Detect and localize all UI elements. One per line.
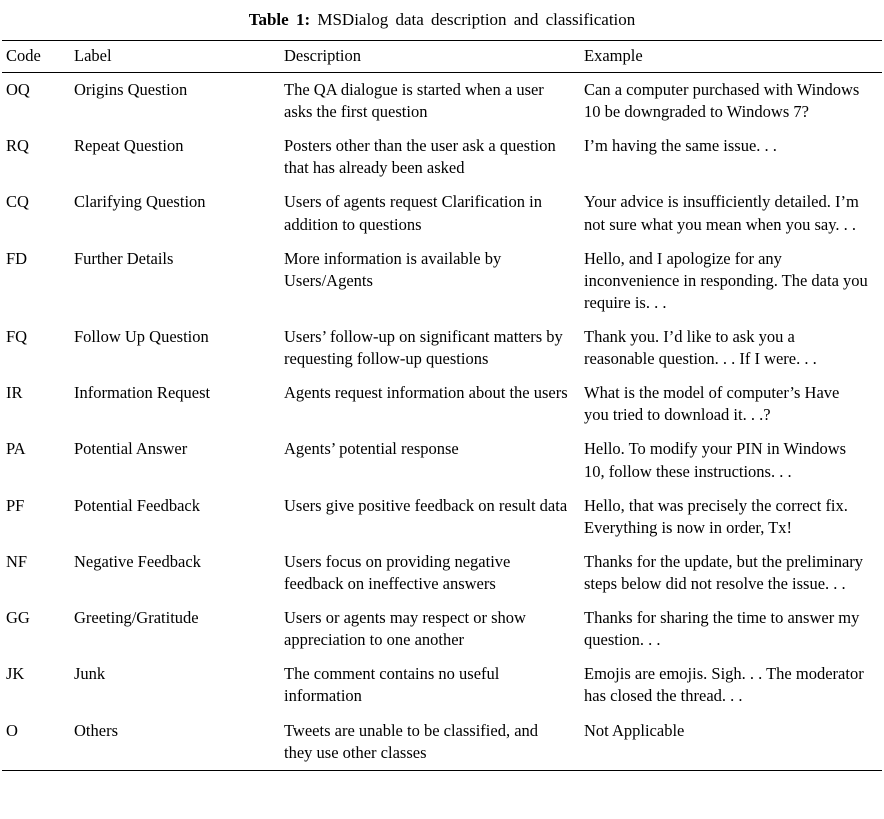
table-row: [2, 129, 882, 185]
cell-description: Agents request information about the users: [284, 383, 568, 403]
cell-example: Hello. To modify your PIN in Windows 10, follow these instructions. . .: [584, 439, 847, 481]
cell-label: Negative Feedback: [74, 551, 201, 571]
cell-code: IR: [6, 383, 23, 403]
cell-description: Users focus on providing negative feedback on ineffective answers: [284, 551, 511, 593]
table-row: [2, 320, 882, 376]
cell-description: Posters other than the user ask a question that has already been asked: [284, 136, 556, 178]
cell-example: I’m having the same issue. . .: [584, 136, 777, 156]
cell-code: FD: [6, 248, 28, 268]
cell-code: NF: [6, 551, 28, 571]
cell-label: Clarifying Question: [74, 192, 206, 212]
table-header-row: [2, 41, 882, 73]
cell-code: PA: [6, 439, 26, 459]
cell-label: Follow Up Question: [74, 326, 209, 346]
cell-code: FQ: [6, 326, 28, 346]
cell-description: Users or agents may respect or show appreciation to one another: [284, 608, 526, 650]
cell-description: Agents’ potential response: [284, 439, 459, 459]
cell-label: Others: [74, 720, 118, 740]
classification-table: [2, 40, 882, 771]
cell-description: Users give positive feedback on result data: [284, 495, 568, 515]
table-row: [2, 545, 882, 601]
table-caption-label: Table 1:: [248, 10, 311, 29]
cell-label: Repeat Question: [74, 136, 184, 156]
cell-label: Junk: [74, 664, 106, 684]
cell-description: More information is available by Users/Agents: [284, 248, 502, 290]
cell-label: Origins Question: [74, 80, 188, 99]
cell-code: CQ: [6, 192, 29, 212]
cell-description: Users of agents request Clarification in addition to questions: [284, 192, 542, 234]
cell-label: Further Details: [74, 248, 174, 268]
table-caption: [2, 10, 882, 30]
cell-label: Potential Answer: [74, 439, 188, 459]
cell-label: Information Request: [74, 383, 211, 403]
cell-example: Thanks for sharing the time to answer my question. . .: [584, 608, 860, 650]
cell-example: Hello, and I apologize for any inconvenience in responding. The data you require is. . .: [584, 248, 868, 312]
col-header-label: Label: [74, 41, 284, 73]
cell-description: The comment contains no useful information: [284, 664, 500, 706]
table-caption-text: MSDialog data description and classification: [317, 10, 636, 29]
cell-code: RQ: [6, 136, 29, 156]
table-row: [2, 714, 882, 771]
cell-example: Your advice is insufficiently detailed. I’m not sure what you mean when you say. . .: [584, 192, 859, 234]
table-row: [2, 657, 882, 713]
cell-example: What is the model of computer’s Have you tried to download it. . .?: [584, 383, 840, 425]
col-header-description: Description: [284, 41, 584, 73]
table-row: [2, 489, 882, 545]
cell-label: Greeting/Gratitude: [74, 608, 199, 628]
cell-description: The QA dialogue is started when a user asks the first question: [284, 80, 544, 122]
table-row: [2, 242, 882, 320]
cell-code: JK: [6, 664, 25, 684]
cell-code: GG: [6, 608, 30, 628]
cell-example: Thank you. I’d like to ask you a reasonable question. . . If I were. . .: [584, 326, 817, 369]
cell-example: Emojis are emojis. Sigh. . . The moderator has closed the thread. . .: [584, 664, 864, 706]
cell-example: Thanks for the update, but the preliminary steps below did not resolve the issue. . .: [584, 551, 864, 593]
table-row: [2, 376, 882, 432]
col-header-code: Code: [2, 41, 74, 73]
cell-code: O: [6, 720, 18, 740]
cell-example: Hello, that was precisely the correct fix. Everything is now in order, Tx!: [584, 495, 848, 537]
cell-description: Users’ follow-up on significant matters by requesting follow-up questions: [284, 326, 563, 369]
cell-example: Can a computer purchased with Windows 10 be downgraded to Windows 7?: [584, 80, 860, 122]
cell-label: Potential Feedback: [74, 495, 201, 515]
cell-description: Tweets are unable to be classified, and they use other classes: [284, 720, 539, 762]
table-row: [2, 601, 882, 657]
cell-example: Not Applicable: [584, 720, 685, 740]
table-row: [2, 73, 882, 130]
col-header-example: Example: [584, 41, 882, 73]
table-row: [2, 432, 882, 488]
cell-code: PF: [6, 495, 25, 515]
cell-code: OQ: [6, 80, 30, 99]
table-row: [2, 185, 882, 241]
